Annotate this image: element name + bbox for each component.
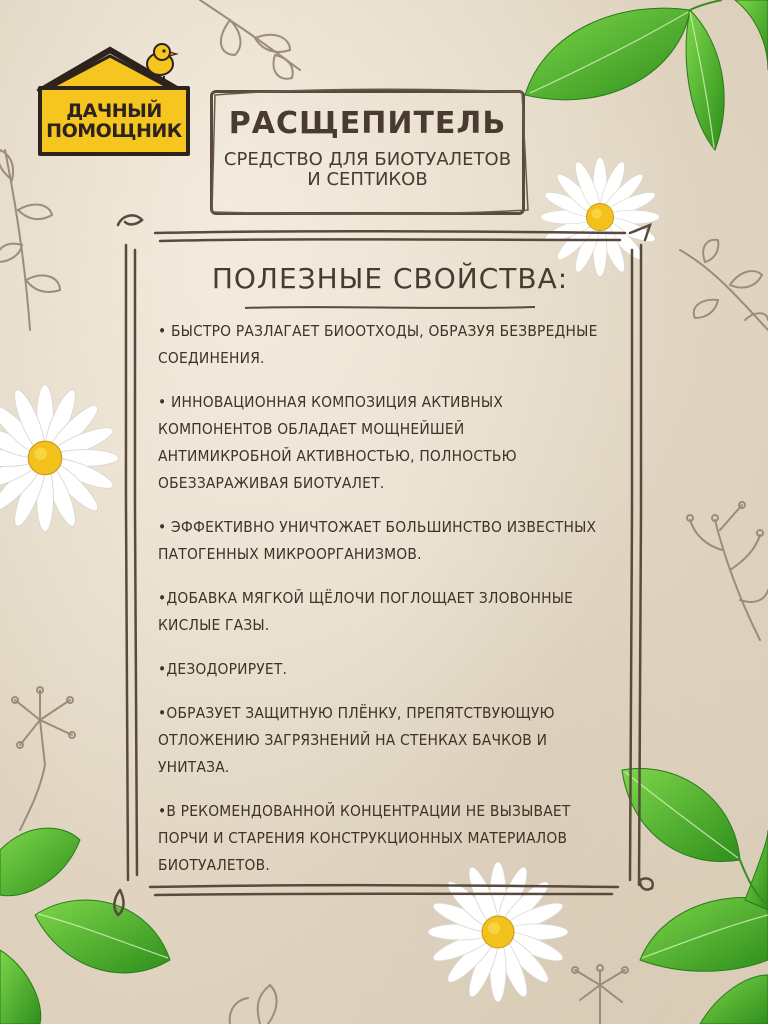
list-item: •ДЕЗОДОРИРУЕТ. xyxy=(158,660,288,678)
list-item: • ЭФФЕКТИВНО УНИЧТОЖАЕТ БОЛЬШИНСТВО ИЗВЕСТНЫХ ПАТОГЕННЫХ МИКРООРГАНИЗМОВ. xyxy=(158,518,597,563)
logo-line-2: ПОМОЩНИК xyxy=(46,120,182,142)
list-item: • ИННОВАЦИОННАЯ КОМПОЗИЦИЯ АКТИВНЫХ КОМПОНЕНТОВ ОБЛАДАЕТ МОЩНЕЙШЕЙ АНТИМИКРОБНОЙ АКТИВНОСТЬЮ, ПОЛНОСТЬЮ ОБЕЗЗАРАЖИВАЯ БИОТУАЛЕТ. xyxy=(158,393,517,492)
subtitle-line-1: СРЕДСТВО ДЛЯ БИОТУАЛЕТОВ xyxy=(223,149,512,170)
list-item: •В РЕКОМЕНДОВАННОЙ КОНЦЕНТРАЦИИ НЕ ВЫЗЫВАЕТ ПОРЧИ И СТАРЕНИЯ КОНСТРУКЦИОННЫХ МАТЕРИАЛОВ БИОТУАЛЕТОВ. xyxy=(158,802,571,874)
subtitle-line-2: И СЕПТИКОВ xyxy=(307,169,428,190)
list-item: • БЫСТРО РАЗЛАГАЕТ БИООТХОДЫ, ОБРАЗУЯ БЕЗВРЕДНЫЕ СОЕДИНЕНИЯ. xyxy=(158,322,598,367)
properties-heading: ПОЛЕЗНЫЕ СВОЙСТВА: xyxy=(211,262,569,295)
heading-underline xyxy=(240,302,540,314)
properties-list xyxy=(158,318,598,896)
product-title: РАСЩЕПИТЕЛЬ xyxy=(228,106,507,141)
list-item: •ДОБАВКА МЯГКОЙ ЩЁЛОЧИ ПОГЛОЩАЕТ ЗЛОВОННЫЕ КИСЛЫЕ ГАЗЫ. xyxy=(158,589,574,634)
list-item: •ОБРАЗУЕТ ЗАЩИТНУЮ ПЛЁНКУ, ПРЕПЯТСТВУЮЩУЮ ОТЛОЖЕНИЮ ЗАГРЯЗНЕНИЙ НА СТЕНКАХ БАЧКОВ И УНИТАЗА. xyxy=(158,704,555,776)
logo-line-1: ДАЧНЫЙ xyxy=(66,100,162,122)
